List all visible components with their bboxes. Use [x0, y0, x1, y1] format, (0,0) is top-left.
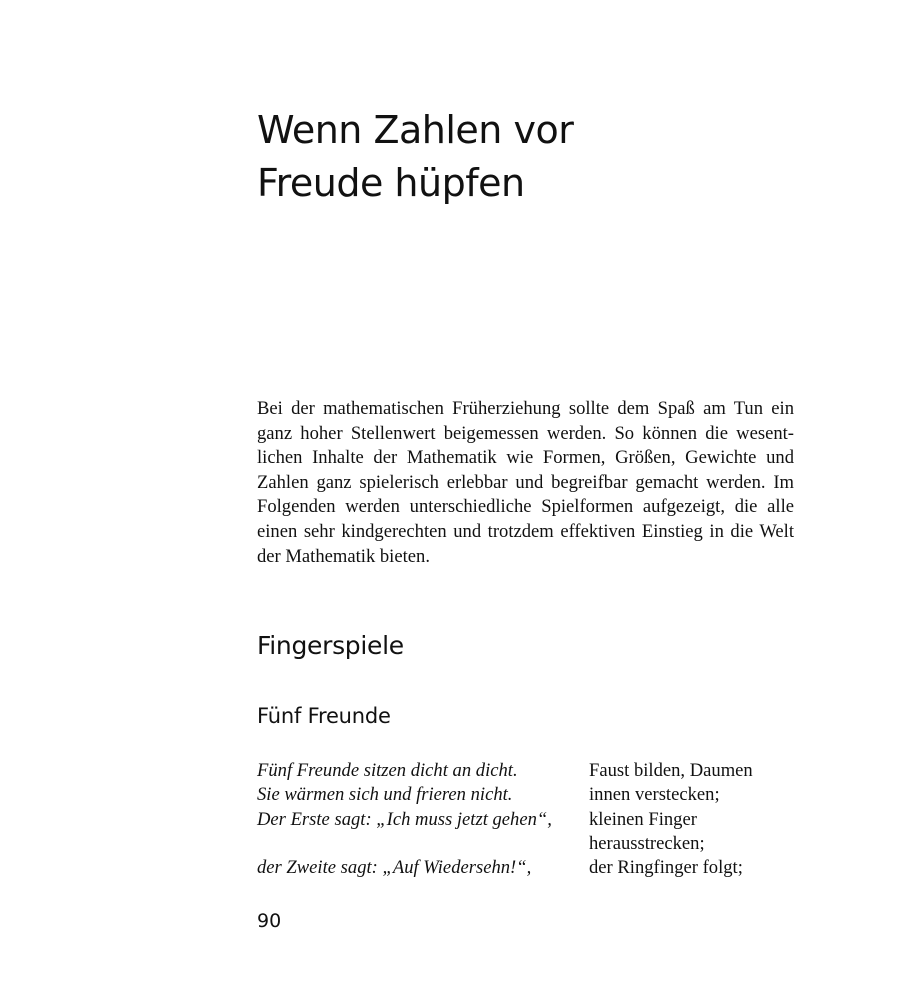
verse-instruction: Faust bilden, Daumen: [589, 760, 753, 781]
verse-line: [257, 832, 589, 856]
verse-instruction: herausstrecken;: [589, 832, 705, 854]
chapter-title-line-2: Freude hüpfen: [257, 161, 525, 205]
verse-line: Der Erste sagt: „Ich muss jetzt gehen“,: [257, 808, 552, 830]
chapter-title-line-1: Wenn Zahlen vor: [257, 108, 574, 152]
verse-instruction: innen verstecken;: [589, 784, 720, 806]
verse-row: [257, 808, 797, 832]
chapter-title: [257, 104, 817, 210]
verse-line: Fünf Freunde sitzen dicht an dicht.: [257, 760, 518, 781]
verse-line: der Zweite sagt: „Auf Wiedersehn!“,: [257, 857, 532, 879]
verse-instruction: kleinen Finger: [589, 808, 697, 830]
section-heading: Fingerspiele: [257, 631, 404, 660]
verse-row: [257, 856, 797, 880]
verse-row: [257, 759, 797, 783]
verse-instruction: der Ringfinger folgt;: [589, 857, 743, 879]
verse-row: [257, 832, 797, 856]
subsection-heading: Fünf Freunde: [257, 704, 391, 728]
verse-line: Sie wärmen sich und frieren nicht.: [257, 784, 513, 806]
verse-row: [257, 783, 797, 807]
finger-rhyme: [257, 759, 797, 880]
intro-paragraph: Bei der mathematischen Früherziehung sollte dem Spaß am Tun ein ganz hoher Stellenwert beigemessen werden. So können die wesentlichen Inhalte der Mathematik wie Formen, Größen, Gewichte und Zahlen ganz spielerisch erlebbar und begreifbar gemacht werden. Im Folgenden werden unterschiedliche Spielformen aufgezeigt, die alle einen sehr kindgerechten und trotzdem effektiven Einstieg in die Welt der Mathematik bieten.: [257, 398, 794, 567]
page-number: 90: [257, 910, 282, 932]
